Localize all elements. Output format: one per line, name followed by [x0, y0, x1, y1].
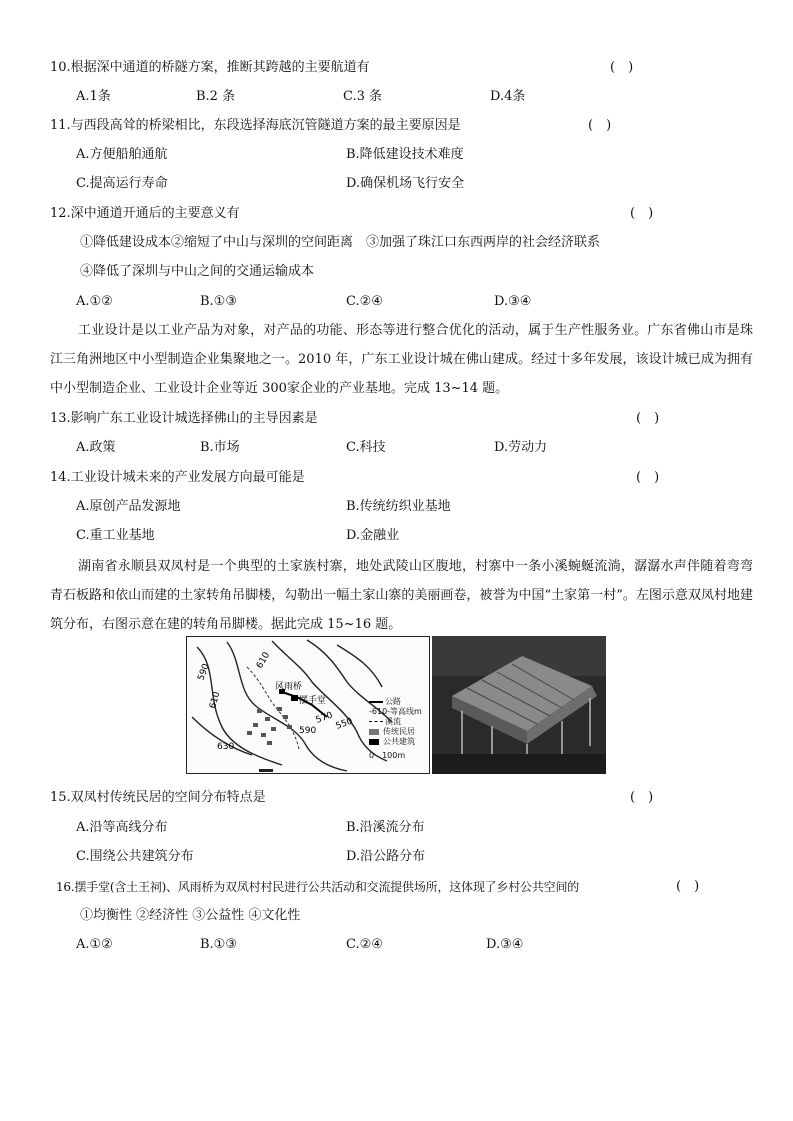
- stilt-house-drawing: [432, 636, 606, 774]
- contour-label-590: 590: [299, 726, 317, 736]
- passage-shuangfeng-village: 湖南省永顺县双凤村是一个典型的土家族村寨，地处武陵山区腹地，村寨中一条小溪蜿蜒流淌，潺潺水声伴随着弯弯青石板路和依山而建的土家转角吊脚楼，勾勒出一幅土家山寨的美丽画卷，被誉为中国“土家第一村”。左图示意双凤村地建筑分布，右图示意在建的转角吊脚楼。据此完成 15~16 题。: [50, 559, 753, 632]
- option-a: A.①②: [76, 937, 113, 952]
- option-c: C.科技: [346, 440, 386, 455]
- statement-line-2: ④降低了深圳与中山之间的交通运输成本: [80, 264, 315, 279]
- contour-label-610: 610: [254, 650, 273, 671]
- option-a: A.政策: [76, 440, 116, 455]
- legend-road: 公路: [369, 697, 422, 707]
- scale-bar: 0 100m: [369, 751, 406, 760]
- option-a: A.①②: [76, 294, 113, 309]
- contour-label-610: 610: [208, 690, 223, 710]
- question-12-stem: 12.深中通道开通后的主要意义有: [50, 206, 240, 221]
- answer-paren: ( ): [676, 879, 700, 894]
- option-a: A.方便船舶通航: [76, 147, 168, 162]
- village-contour-map: [186, 636, 430, 774]
- question-11-stem: 11.与西段高耸的桥梁相比，东段选择海底沉管隧道方案的最主要原因是: [50, 118, 461, 133]
- contour-label-590: 590: [196, 662, 212, 683]
- option-d: D.劳动力: [494, 440, 548, 455]
- question-13-stem: 13.影响广东工业设计城选择佛山的主导因素是: [50, 411, 318, 426]
- option-b: B.降低建设技术难度: [346, 147, 464, 162]
- contour-label-570: 570: [314, 710, 335, 726]
- option-b: B.传统纺织业基地: [346, 499, 451, 514]
- statement-line-1: ①降低建设成本②缩短了中山与深圳的空间距离 ③加强了珠江口东西两岸的社会经济联系: [80, 235, 601, 250]
- option-b: B.①③: [200, 294, 237, 309]
- option-d: D.确保机场飞行安全: [346, 176, 465, 191]
- legend-stream: 溪流: [369, 717, 422, 727]
- statement-line-1: ①均衡性 ②经济性 ③公益性 ④文化性: [80, 908, 301, 923]
- option-a: A.1条: [76, 89, 111, 104]
- legend-dwelling: 传统民居: [369, 727, 422, 737]
- option-b: B.2 条: [196, 89, 236, 104]
- question-16-stem: 16.摆手堂(含土王祠)、风雨桥为双凤村村民进行公共活动和交流提供场所，这体现了乡村公共空间的: [56, 880, 580, 894]
- option-b: B.①③: [200, 937, 237, 952]
- question-14-stem: 14.工业设计城未来的产业发展方向最可能是: [50, 470, 305, 485]
- option-b: B.沿溪流分布: [346, 820, 425, 835]
- answer-paren: ( ): [630, 206, 654, 221]
- option-c: C.重工业基地: [76, 528, 155, 543]
- answer-paren: ( ): [636, 411, 660, 426]
- option-d: D.③④: [494, 294, 532, 309]
- option-a: A.沿等高线分布: [76, 820, 168, 835]
- contour-label-550: 550: [334, 716, 355, 732]
- option-d: D.沿公路分布: [346, 849, 426, 864]
- option-c: C.围绕公共建筑分布: [76, 849, 194, 864]
- stilt-house-photo: [432, 636, 606, 774]
- option-a: A.原创产品发源地: [76, 499, 181, 514]
- legend-public-building: 公共建筑: [369, 737, 422, 747]
- figure-village-map-and-photo: [186, 636, 606, 774]
- answer-paren: ( ): [636, 470, 660, 485]
- option-d: D.③④: [486, 937, 524, 952]
- option-b: B.市场: [200, 440, 240, 455]
- map-legend: [369, 697, 422, 761]
- option-c: C.提高运行寿命: [76, 176, 168, 191]
- answer-paren: ( ): [610, 60, 634, 75]
- question-10-stem: 10.根据深中通道的桥隧方案，推断其跨越的主要航道有: [50, 60, 370, 75]
- contour-label-630: 630: [217, 742, 235, 752]
- option-c: C.②④: [346, 937, 383, 952]
- answer-paren: ( ): [588, 118, 612, 133]
- option-c: C.3 条: [343, 89, 383, 104]
- answer-paren: ( ): [630, 790, 654, 805]
- legend-contour: -610-等高线m: [369, 707, 422, 716]
- question-15-stem: 15.双凤村传统民居的空间分布特点是: [50, 790, 266, 805]
- option-c: C.②④: [346, 294, 383, 309]
- option-d: D.金融业: [346, 528, 400, 543]
- place-wind-rain-bridge: 风雨桥: [275, 682, 303, 692]
- place-baishou-hall: 摆手堂: [299, 696, 327, 706]
- option-d: D.4条: [490, 89, 526, 104]
- passage-industrial-design: 工业设计是以工业产品为对象，对产品的功能、形态等进行整合优化的活动，属于生产性服务业。广东省佛山市是珠江三角洲地区中小型制造企业集聚地之一。2010 年，广东工业设计城在佛山建成。经过十多年发展，该设计城已成为拥有中小型制造企业、工业设计企业等近 300家企业的产业基地。完成 13~14 题。: [50, 323, 753, 396]
